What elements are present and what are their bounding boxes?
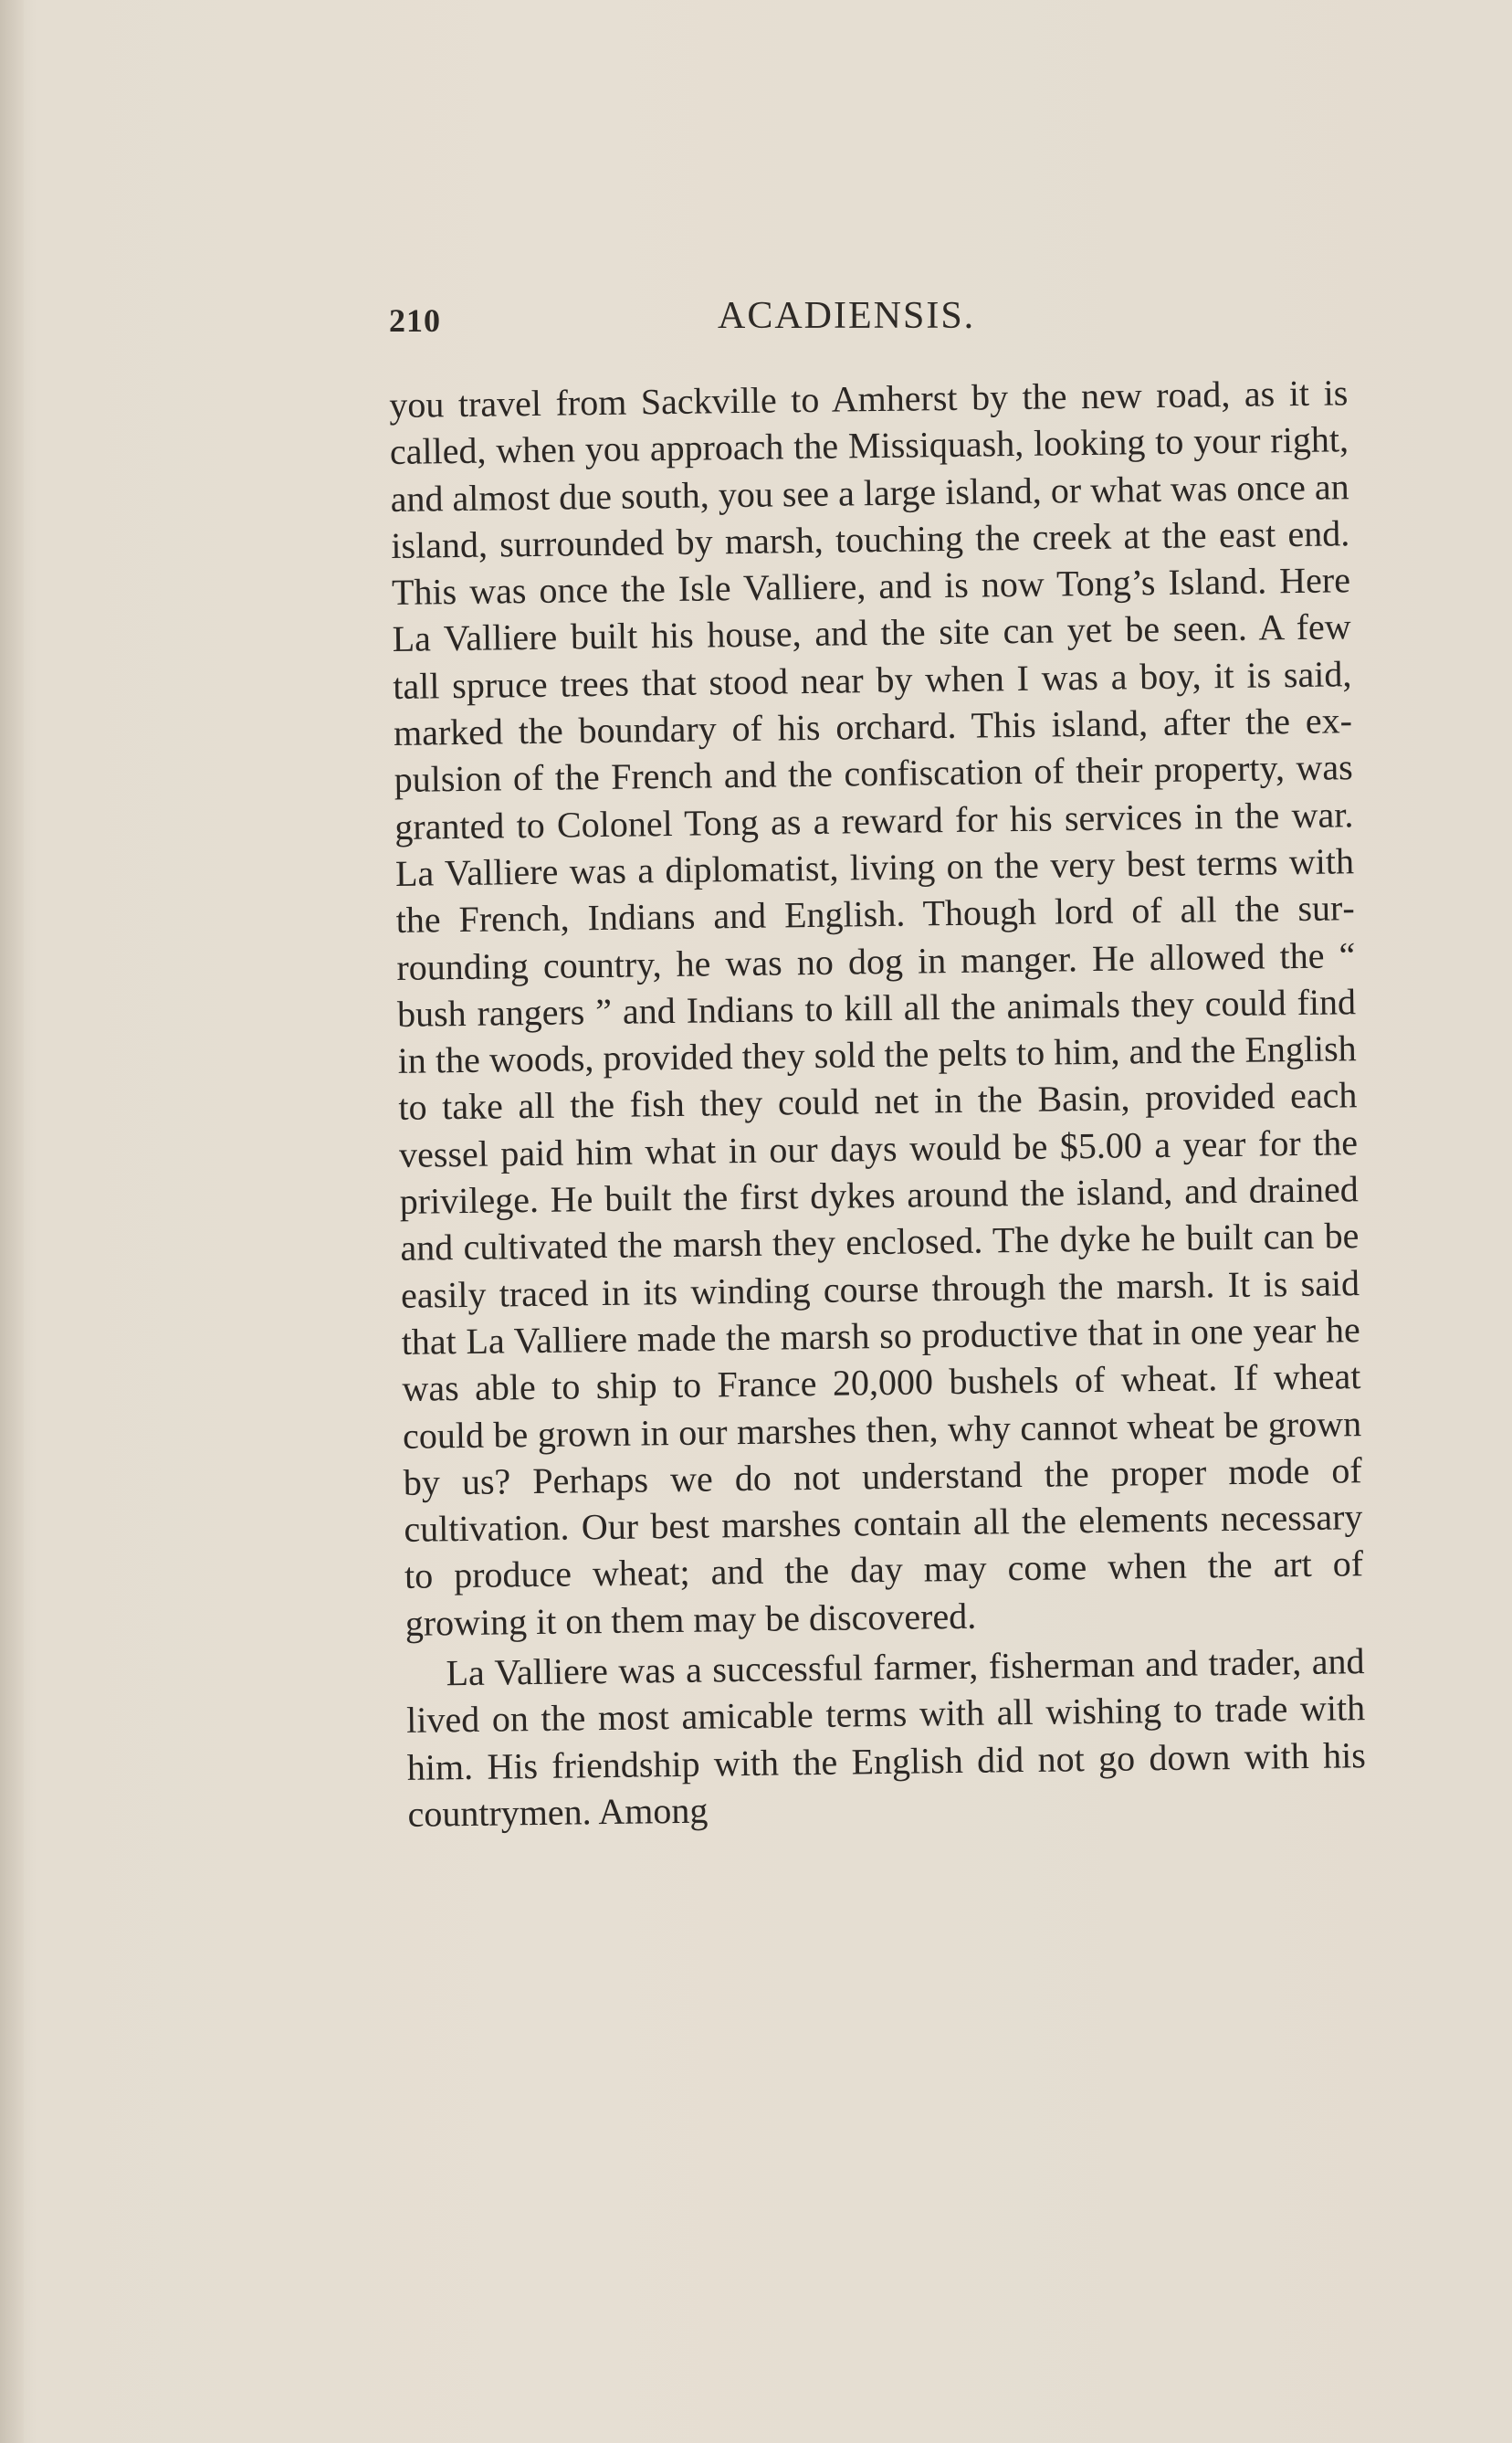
body-text xyxy=(389,369,1367,1838)
paragraph-continued: you travel from Sackville to Amherst by the new road, as it is called, when you approach the Missiquash, looking to your right, and almost due south, you see a large island, or what was once an island, surrounded by marsh, touching the creek at the east end. This was once the Isle Valliere, and is now Tong’s Island. Here La Valliere built his house, and the site can yet be seen. A few tall spruce trees that stood near by when I was a boy, it is said, marked the boundary of his orchard. This island, after the expulsion of the French and the confiscation of their property, was granted to Colonel Tong as a reward for his services in the war. La Valliere was a diplomatist, living on the very best terms with the French, Indians and English. Though lord of all the surrounding country, he was no dog in manger. He allowed the “ bush rangers ” and Indians to kill all the animals they could find in the woods, provided they sold the pelts to him, and the English to take all the fish they could net in the Basin, provided each vessel paid him what in our days would be $5.00 a year for the privilege. He built the first dykes around the island, and drained and cultivated the marsh they enclosed. The dyke he built can be easily traced in its winding course through the marsh. It is said that La Valliere made the marsh so productive that in one year he was able to ship to France 20,000 bushels of wheat. If wheat could be grown in our marshes then, why cannot wheat be grown by us? Perhaps we do not understand the proper mode of cultivation. Our best marshes contain all the elements necessary to produce wheat; and the day may come when the art of growing it on them may be discovered. xyxy=(389,372,1364,1644)
paragraph-la-valliere: La Valliere was a successful farmer, fisherman and trader, and lived on the most amicable terms with all wishing to trade with him. His friendship with the English did not go down with his countrymen. Among xyxy=(405,1640,1367,1835)
page-binding-edge xyxy=(0,0,24,2443)
page-header xyxy=(389,294,1339,349)
page-number: 210 xyxy=(389,302,441,339)
running-title: ACADIENSIS. xyxy=(718,295,976,337)
